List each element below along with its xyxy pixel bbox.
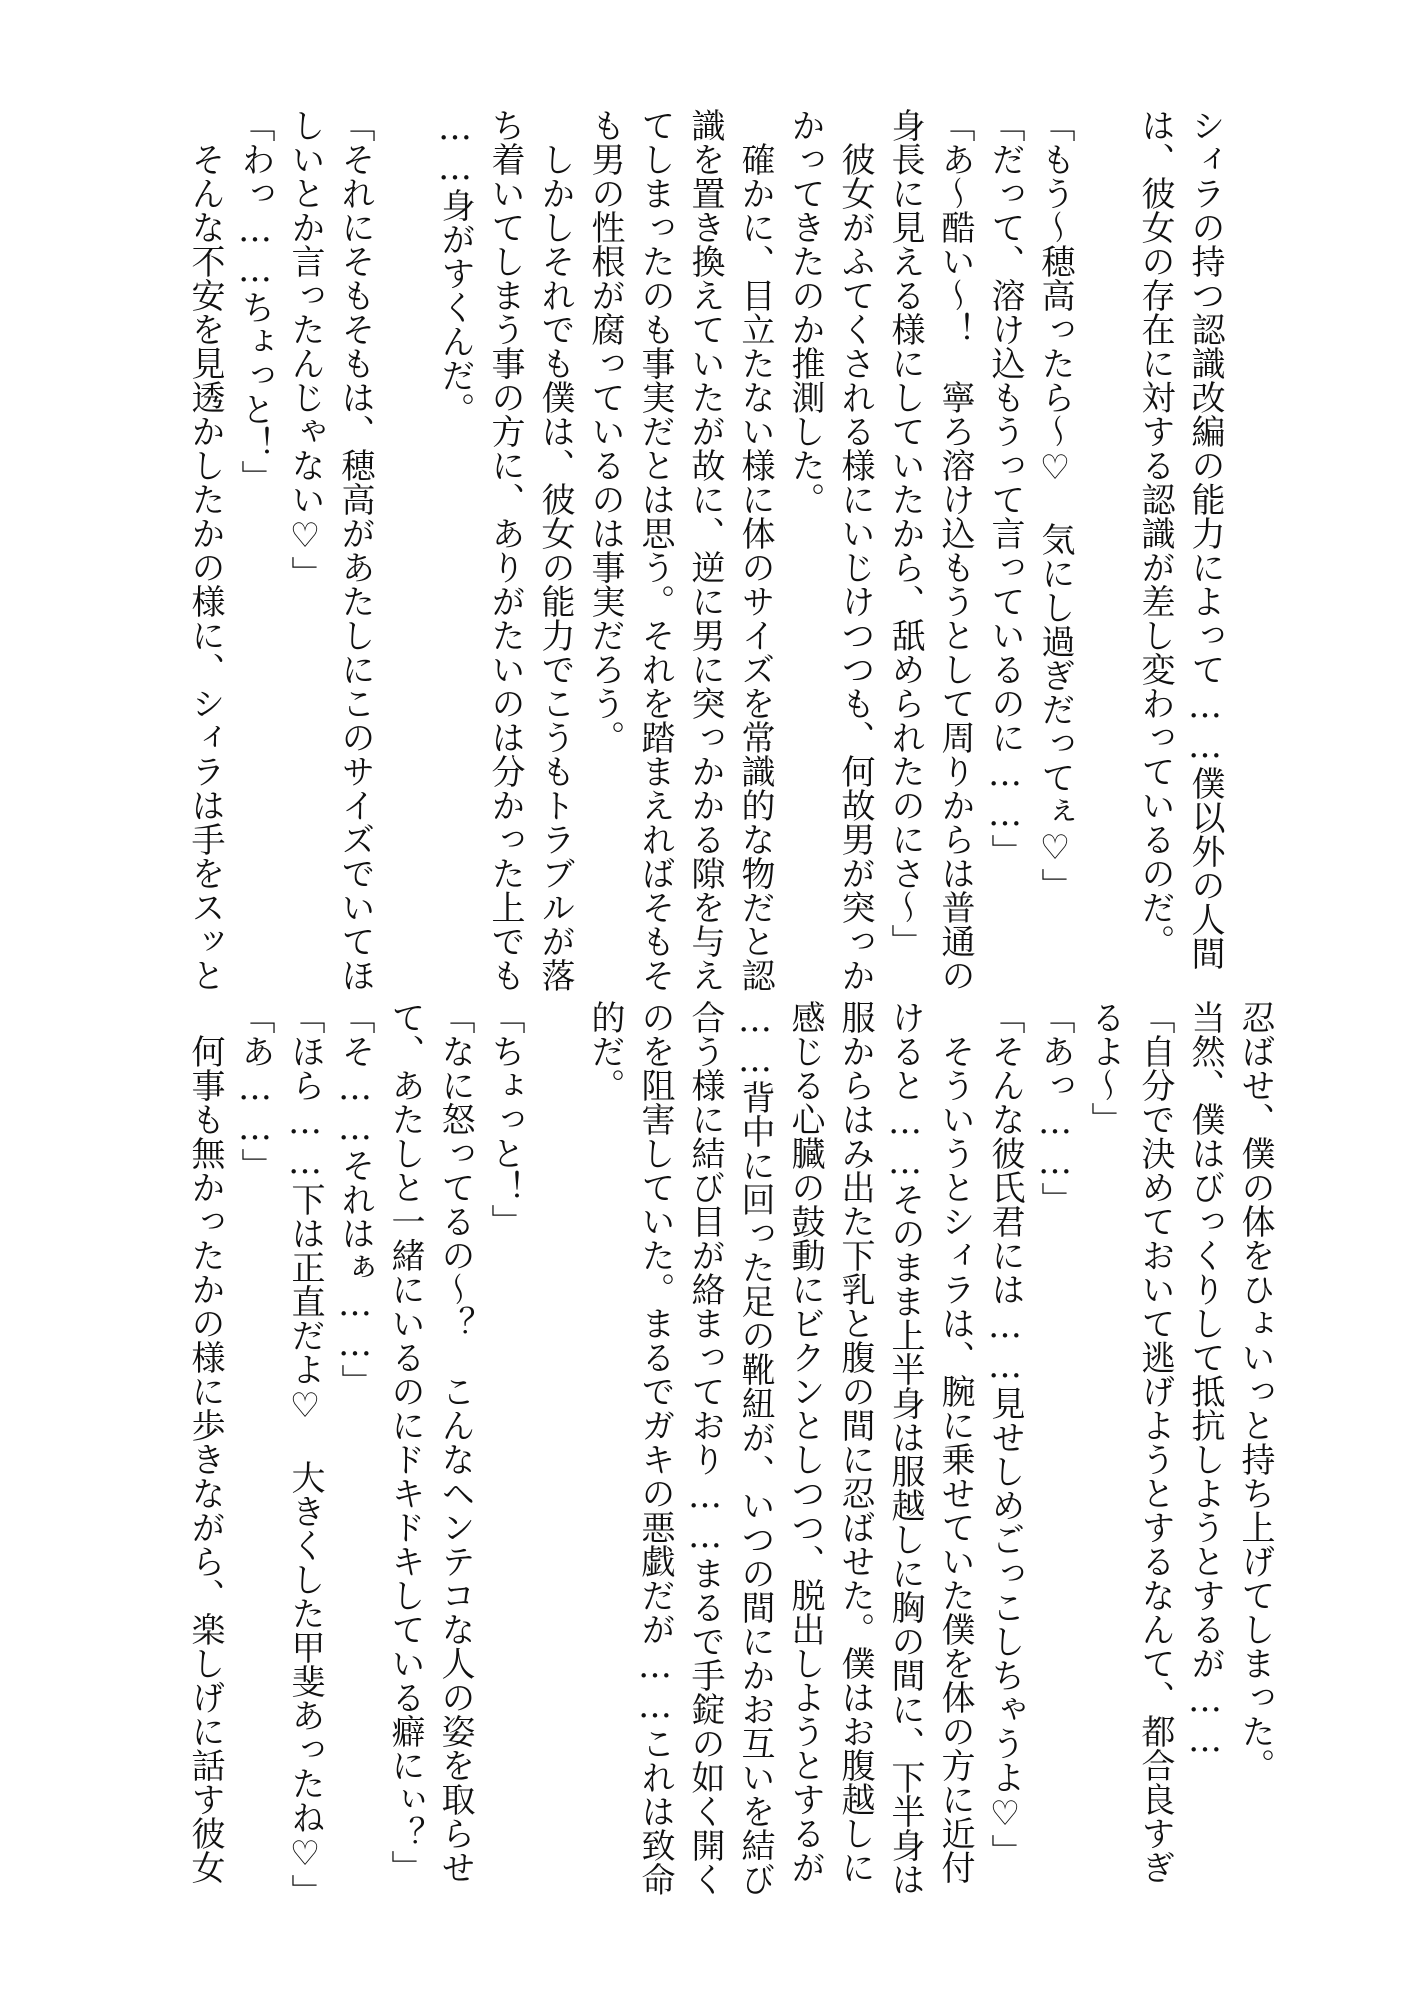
text-line: も男の性根が腐っているのは事実だろう。 (585, 108, 625, 754)
text-line: 当然、僕はびっくりして抵抗しようとするが…… (1185, 1000, 1225, 1760)
text-line: しいとか言ったんじゃない♡」 (285, 108, 325, 590)
text-line: シィラの持つ認識改編の能力によって……僕以外の人間 (1185, 108, 1225, 970)
text-line: 「そんな彼氏君には……見せしめごっこしちゃうよ♡」 (985, 1000, 1025, 1868)
text-line: 「もう～穂高ったら～♡ 気にし過ぎだってぇ♡」 (1035, 108, 1075, 902)
text-line: 「それにそもそもは、穂高があたしにこのサイズでいてほ (335, 108, 375, 992)
text-line: 「自分で決めておいて逃げようとするなんて、都合良すぎ (1135, 1000, 1175, 1884)
blank-line (1080, 108, 1130, 938)
lower-text-block (180, 1000, 1280, 1908)
text-line: けると……そのまま上半身は服越しに胸の間に、下半身は (885, 1000, 925, 1896)
text-line: 「あ……」 (235, 1000, 275, 1182)
text-line: 彼女がふてくされる様にいじけつつも、何故男が突っか (835, 108, 875, 992)
text-line: 「ちょっと！」 (485, 1000, 525, 1238)
text-line: そういうとシィラは、腕に乗せていた僕を体の方に近付 (935, 1000, 975, 1884)
text-line: ……身がすくんだ。 (435, 108, 475, 426)
text-line: 「ほら……下は正直だよ♡ 大きくした甲斐あったね♡」 (285, 1000, 325, 1908)
text-line: ち着いてしまう事の方に、ありがたいのは分かった上でも (485, 108, 525, 992)
text-line: 「そ……それはぁ……」 (335, 1000, 375, 1398)
text-line: 「あっ……」 (1035, 1000, 1075, 1216)
text-line: そんな不安を見透かしたかの様に、シィラは手をスッと (185, 108, 225, 992)
text-line: しかしそれでも僕は、彼女の能力でこうもトラブルが落 (535, 108, 575, 992)
text-line: てしまったのも事実だとは思う。それを踏まえればそもそ (635, 108, 675, 992)
text-line: 「だって、溶け込もうって言っているのに……」 (985, 108, 1025, 868)
text-line: るよ～」 (1085, 1000, 1125, 1136)
text-line: 識を置き換えていたが故に、逆に男に突っかかる隙を与え (685, 108, 725, 992)
text-line: 「なに怒ってるの～？ こんなヘンテコな人の姿を取らせ (435, 1000, 475, 1884)
text-line: 「あ～酷い～！ 寧ろ溶け込もうとして周りからは普通の (935, 108, 975, 992)
text-line: て、あたしと一緒にいるのにドキドキしている癖にぃ？」 (385, 1000, 425, 1884)
text-line: かってきたのか推測した。 (785, 108, 825, 516)
text-line: 服からはみ出た下乳と腹の間に忍ばせた。僕はお腹越しに (835, 1000, 875, 1884)
text-line: は、彼女の存在に対する認識が差し変わっているのだ。 (1135, 108, 1175, 958)
text-line: 何事も無かったかの様に歩きながら、楽しげに話す彼女 (185, 1000, 225, 1884)
blank-line (380, 108, 430, 938)
text-line: 確かに、目立たない様に体のサイズを常識的な物だと認 (735, 108, 775, 992)
text-line: 忍ばせ、僕の体をひょいっと持ち上げてしまった。 (1235, 1000, 1275, 1782)
blank-line (530, 1000, 580, 1830)
text-line: 合う様に結び目が絡まっており……まるで手錠の如く開く (685, 1000, 725, 1896)
text-line: 身長に見える様にしていたから、舐められたのにさ～」 (885, 108, 925, 958)
text-line: 的だ。 (585, 1000, 625, 1102)
text-line: ……背中に回った足の靴紐が、いつの間にかお互いを結び (735, 1000, 775, 1896)
text-line: 感じる心臓の鼓動にビクンとしつつ、脱出しようとするが (785, 1000, 825, 1884)
text-line: のを阻害していた。まるでガキの悪戯だが……これは致命 (635, 1000, 675, 1896)
upper-text-block (180, 108, 1230, 992)
text-line: 「わっ……ちょっと！」 (235, 108, 275, 494)
